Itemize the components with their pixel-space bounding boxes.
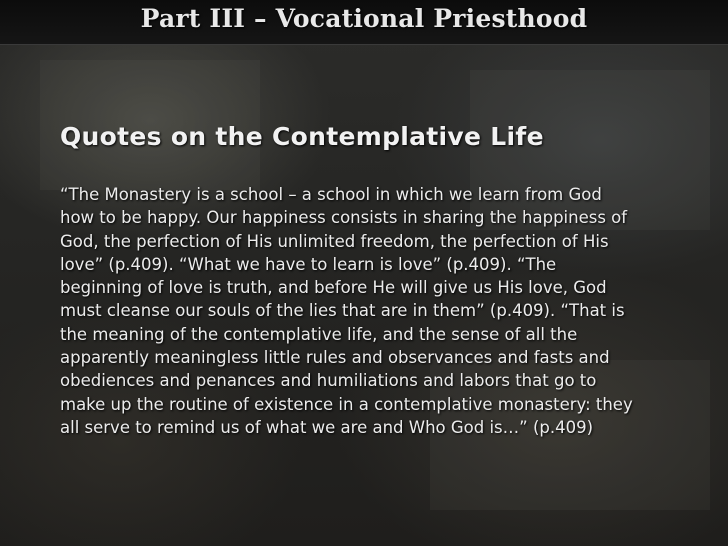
quote-line: obediences and penances and humiliations and labors that go to [60, 371, 597, 391]
slide-title: Part III – Vocational Priesthood [140, 4, 588, 33]
quote-body [60, 183, 680, 439]
quote-line: love” (p.409). “What we have to learn is love” (p.409). “The [60, 254, 557, 274]
quote-line: make up the routine of existence in a contemplative monastery: they [60, 394, 633, 414]
quote-line: beginning of love is truth, and before He will give us His love, God [60, 278, 607, 298]
quote-line: apparently meaningless little rules and observances and fasts and [60, 348, 610, 368]
slide-heading: Quotes on the Contemplative Life [60, 122, 544, 151]
title-band [0, 0, 728, 45]
quote-line: God, the perfection of His unlimited freedom, the perfection of His [60, 231, 609, 251]
quote-line: how to be happy. Our happiness consists in sharing the happiness of [60, 208, 628, 228]
quote-line: all serve to remind us of what we are and Who God is…” (p.409) [60, 417, 594, 437]
quote-line: the meaning of the contemplative life, and the sense of all the [60, 324, 578, 344]
quote-line: “The Monastery is a school – a school in which we learn from God [60, 185, 602, 204]
quote-line: must cleanse our souls of the lies that are in them” (p.409). “That is [60, 301, 625, 321]
